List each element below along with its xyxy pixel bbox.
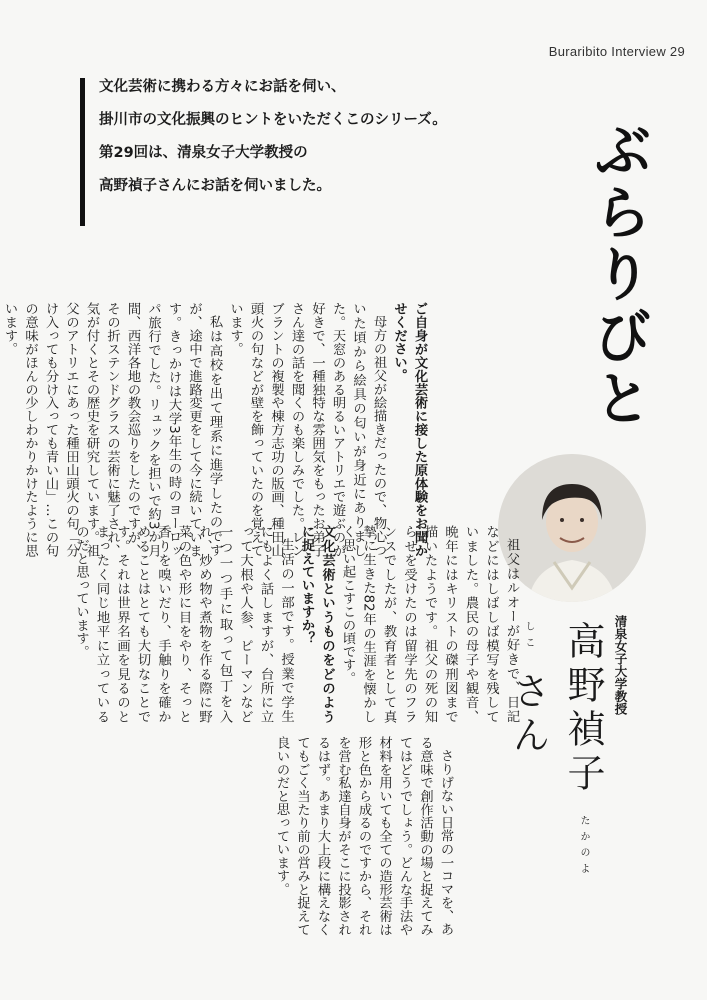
- intro-line: 掛川市の文化振興のヒントをいただくこのシリーズ。: [99, 112, 447, 128]
- intro-line: 高野禎子さんにお話を伺いました。: [99, 178, 331, 194]
- answer-paragraph: 母方の祖父が絵描きだったので、物心ついた頃から絵具の匂いが身近にありました。天窓のある明るいアトリエで遊ぶのが好きで、一種独特な雰囲気をもったお弟子さん達の話を聞くのも楽しみでした。レンブラントの複製や棟方志功の版画、種田山頭火の句などが壁を飾っていたのを覚えています。: [227, 302, 386, 557]
- intro-line: 文化芸術に携わる方々にお話を伺い、: [99, 79, 346, 95]
- answer-paragraph: 祖父はルオーが好きで、日記などにはしばしば模写を残していました。農民の母子や観音、晩年にはキリストの磔刑図まで描いたようです。祖父の死の知らせを受けたのは留学先のフランスでしたが、教育者として真摯に生きた82年の生涯を懐かしく思い起こすこの頃です。: [340, 525, 519, 723]
- series-header: Buraribito Interview 29: [548, 44, 685, 59]
- answer-paragraph: さりげない日常の一コマを、ある意味で創作活動の場と捉えてみてはどうでしょう。どんな手法や材料を用いても全ての造形芸術は形と色から成るのですから、それを営む私達自身がそこに投影されるはず。あまり大上段に構えなくてもごく当たり前の営みと捉えて良いのだと思っています。: [274, 736, 453, 936]
- profile-name-reading: たかのよしこ: [523, 621, 589, 880]
- question-heading: ご自身が文化芸術に接した原体験をお聞かせください。: [391, 302, 427, 557]
- profile-honorific: さん: [506, 671, 550, 760]
- brand-title: ぶらりびと: [584, 120, 652, 430]
- article-column-1: [2, 302, 429, 557]
- profile-name-text: 高野禎子: [561, 621, 605, 797]
- intro-line: 第29回は、清泉女子大学教授の: [99, 145, 308, 161]
- article-column-3: [175, 736, 455, 936]
- question-heading: 文化芸術というものをどのように捉えていますか？: [299, 525, 335, 723]
- article-column-2: [73, 525, 521, 723]
- intro-lead: [80, 78, 479, 226]
- answer-paragraph: 生活の一部です。授業で学生にもよく話しますが、台所に立って大根や人参、ピーマンなど一つ一つ手に取って包丁を入れ、炒め物や煮物を作る際に野菜の色や形に目をやり、そっと香りを嗅いだり、手触りを確かめることはとても大切なことです。それは世界名画を見るのとまったく同じ地平に立っているのだと思っています。: [73, 525, 294, 723]
- profile-affiliation: 清泉女子大学教授: [613, 615, 628, 715]
- answer-paragraph: 私は高校を出て理系に進学したのですが、途中で進路変更をして今に続いています。きっかけは大学3年生の時のヨーロッパ旅行でした。リュックを担いで約3か月間、西洋各地の教会巡りをしたのですが、その折ステンドグラスの芸術に魅了され、気が付くとその歴史を研究しています。祖父のアトリエにあった種田山頭火の句「分け入っても分け入っても青い山」…この句の意味がほんの少しわかりかけたように思います。: [2, 302, 222, 557]
